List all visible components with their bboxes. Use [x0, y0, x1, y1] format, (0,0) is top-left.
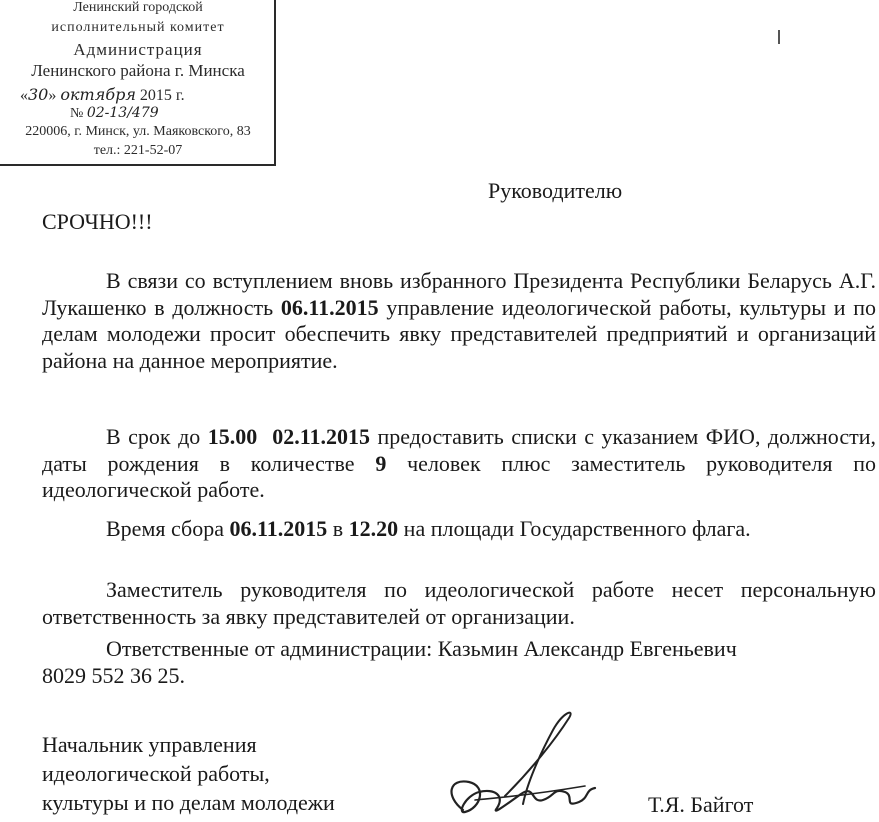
stamp-line: Администрация [73, 40, 203, 59]
responsible-phone: 8029 552 36 25. [42, 662, 185, 688]
stamp-line: исполнительный комитет [51, 20, 225, 35]
handwritten-signature [435, 700, 625, 822]
gathering-time: 12.20 [348, 516, 399, 541]
spacer [257, 424, 272, 449]
stamp-date-month: октября [60, 85, 136, 104]
signer-title-line: культуры и по делам молодежи [42, 790, 335, 815]
paragraph-1 [42, 268, 876, 374]
deadline-time: 15.00 [207, 424, 258, 449]
gathering-date: 06.11.2015 [229, 516, 328, 541]
paragraph-2 [42, 424, 876, 504]
paragraph-text: предоставить списки с указанием ФИО, должности, даты рождения в количестве [42, 424, 876, 476]
people-count: 9 [375, 450, 387, 476]
stamp-date-mid: » [48, 87, 61, 104]
stamp-date-prefix: « [20, 87, 28, 104]
scan-mark [778, 30, 780, 44]
deadline-date: 02.11.2015 [272, 424, 371, 449]
paragraph-text: в [327, 516, 349, 541]
signer-title-line: Начальник управления [42, 732, 257, 757]
signer-title-line: идеологической работы, [42, 761, 270, 786]
paragraph-text: Время сбора [106, 516, 230, 541]
stamp-address: 220006, г. Минск, ул. Маяковского, 83 [25, 124, 251, 139]
paragraph-5 [42, 636, 876, 689]
paragraph-text: В связи со вступлением вновь избранного Президента Республики Беларусь А.Г. Лукашенко в должность [42, 268, 876, 320]
stamp-line: Ленинского района г. Минска [31, 61, 245, 80]
paragraph-text: управление идеологической работы, культуры и по делам молодежи просит обеспечить явку представителей предприятий и организаций района на данное мероприятие. [42, 294, 877, 373]
inauguration-date: 06.11.2015 [280, 294, 379, 320]
paragraph-text: В срок до [106, 424, 208, 449]
addressee: Руководителю [488, 178, 623, 203]
paragraph-text: на площади Государственного флага. [398, 516, 751, 541]
stamp-date-day: 30 [28, 85, 49, 104]
stamp-line: Ленинский городской [73, 0, 203, 15]
registration-stamp [0, 0, 276, 166]
stamp-number-prefix: № [70, 106, 87, 121]
stamp-number-value: 02-13/479 [86, 105, 159, 121]
paragraph-text: человек плюс заместитель руководителя по идеологической работе. [42, 450, 876, 502]
signer-name: Т.Я. Байгот [648, 792, 754, 817]
stamp-date-year: 2015 г. [135, 87, 185, 104]
stamp-number [70, 105, 270, 122]
stamp-phone: тел.: 221-52-07 [93, 143, 183, 158]
signer-title [42, 730, 335, 817]
paragraph-4: Заместитель руководителя по идеологической работе несет персональную ответственность за явку представителей от организации. [42, 577, 876, 629]
stamp-date [20, 85, 260, 105]
responsible-person: Ответственные от администрации: Казьмин Александр Евгеньевич [106, 636, 737, 661]
paragraph-3 [42, 516, 876, 543]
urgent-label: СРОЧНО!!! [42, 209, 153, 234]
